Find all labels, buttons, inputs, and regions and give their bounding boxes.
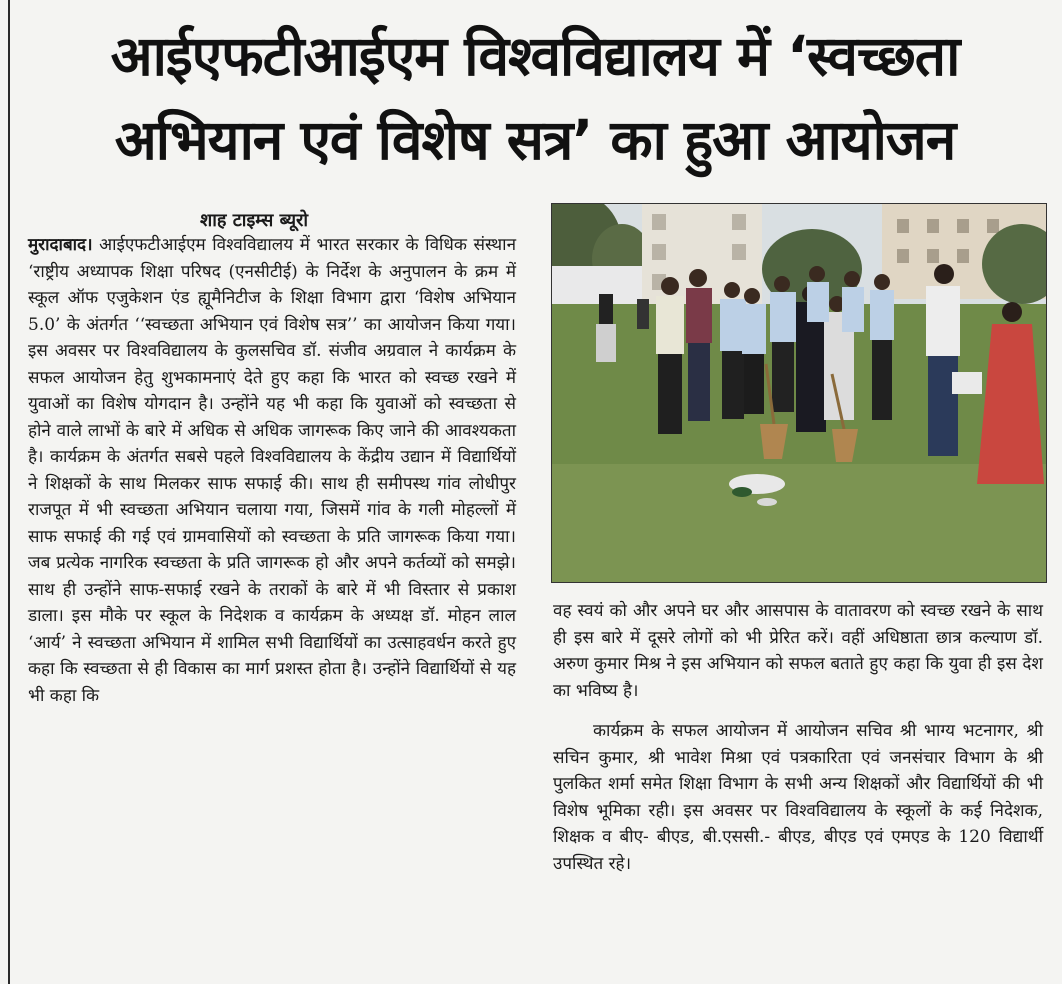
article-right-column <box>553 598 1043 891</box>
dateline: मुरादाबाद। <box>28 235 93 255</box>
page-left-rule <box>8 0 10 984</box>
article-left-column <box>28 232 516 709</box>
headline: आईएफटीआईएम विश्वविद्यालय में ‘स्वच्छता अभियान एवं विशेष सत्र’ का हुआ आयोजन <box>110 24 960 172</box>
byline: शाह टाइम्स ब्यूरो <box>200 210 309 231</box>
right-paragraph-1: वह स्वयं को और अपने घर और आसपास के वातावरण को स्वच्छ रखने के साथ ही इस बारे में दूसरे लोगों को भी प्रेरित करें। वहीं अधिष्ठाता छात्र कल्याण डॉ. अरुण कुमार मिश्र ने इस अभियान को सफल बताते हुए कहा कि युवा ही इस देश का भविष्य है। <box>553 601 1043 701</box>
news-photo <box>551 203 1047 583</box>
right-paragraph-2: कार्यक्रम के सफल आयोजन में आयोजन सचिव श्री भाग्य भटनागर, श्री सचिन कुमार, श्री भावेश मिश्रा एवं पत्रकारिता एवं जनसंचार विभाग के श्री पुलकित शर्मा समेत शिक्षा विभाग के सभी अन्य शिक्षकों और विद्यार्थियों की भी विशेष भूमिका रही। इस अवसर पर विश्वविद्यालय के स्कूलों के कई निदेशक, शिक्षक व बीए- बीएड, बी.एससी.- बीएड, बीएड एवं एमएड के 120 विद्यार्थी उपस्थित रहे। <box>553 721 1043 874</box>
left-body-text: आईएफटीआईएम विश्वविद्यालय में भारत सरकार के विधिक संस्थान ‘राष्ट्रीय अध्यापक शिक्षा परिषद (एनसीटीई) के निर्देश के अनुपालन के क्रम में स्कूल ऑफ एजुकेशन एंड ह्यूमैनिटीज के शिक्षा विभाग द्वारा ‘विशेष अभियान 5.0’ के अंतर्गत ‘‘स्वच्छता अभियान एवं विशेष सत्र’’ का आयोजन किया गया। इस अवसर पर विश्वविद्यालय के कुलसचिव डॉ. संजीव अग्रवाल ने कार्यक्रम के सफल आयोजन हेतु शुभकामनाएं देते हुए कहा कि भारत को स्वच्छ रखने में युवाओं का विशेष योगदान है। उन्होंने यह भी कहा कि युवाओं को स्वच्छता से होने वाले लाभों के बारे में अधिक से अधिक जागरूक किए जाने की आवश्यकता है। कार्यक्रम के अंतर्गत सबसे पहले विश्वविद्यालय के केंद्रीय उद्यान में विद्यार्थियों ने शिक्षकों के साथ मिलकर साफ सफाई की। साथ ही समीपस्थ गांव लोधीपुर राजपूत में भी स्वच्छता अभियान चलाया गया, जिसमें गांव के गली मोहल्लों में साफ सफाई की गई एवं ग्रामवासियों को स्वच्छता के प्रति जागरूक किया गया। जब प्रत्येक नागरिक स्वच्छता के प्रति जागरूक हो और अपने कर्तव्यों को समझे। साथ ही उन्होंने साफ-सफाई रखने के तराकों के बारे में भी विस्तार से प्रकाश डाला। इस मौके पर स्कूल के निदेशक व कार्यक्रम के अध्यक्ष डॉ. मोहन लाल ‘आर्य’ ने स्वच्छता अभियान में शामिल सभी विद्यार्थियों का उत्साहवर्धन करते हुए कहा कि स्वच्छता से ही विकास का मार्ग प्रशस्त होता है। उन्होंने विद्यार्थियों से यह भी कहा कि <box>28 235 517 706</box>
